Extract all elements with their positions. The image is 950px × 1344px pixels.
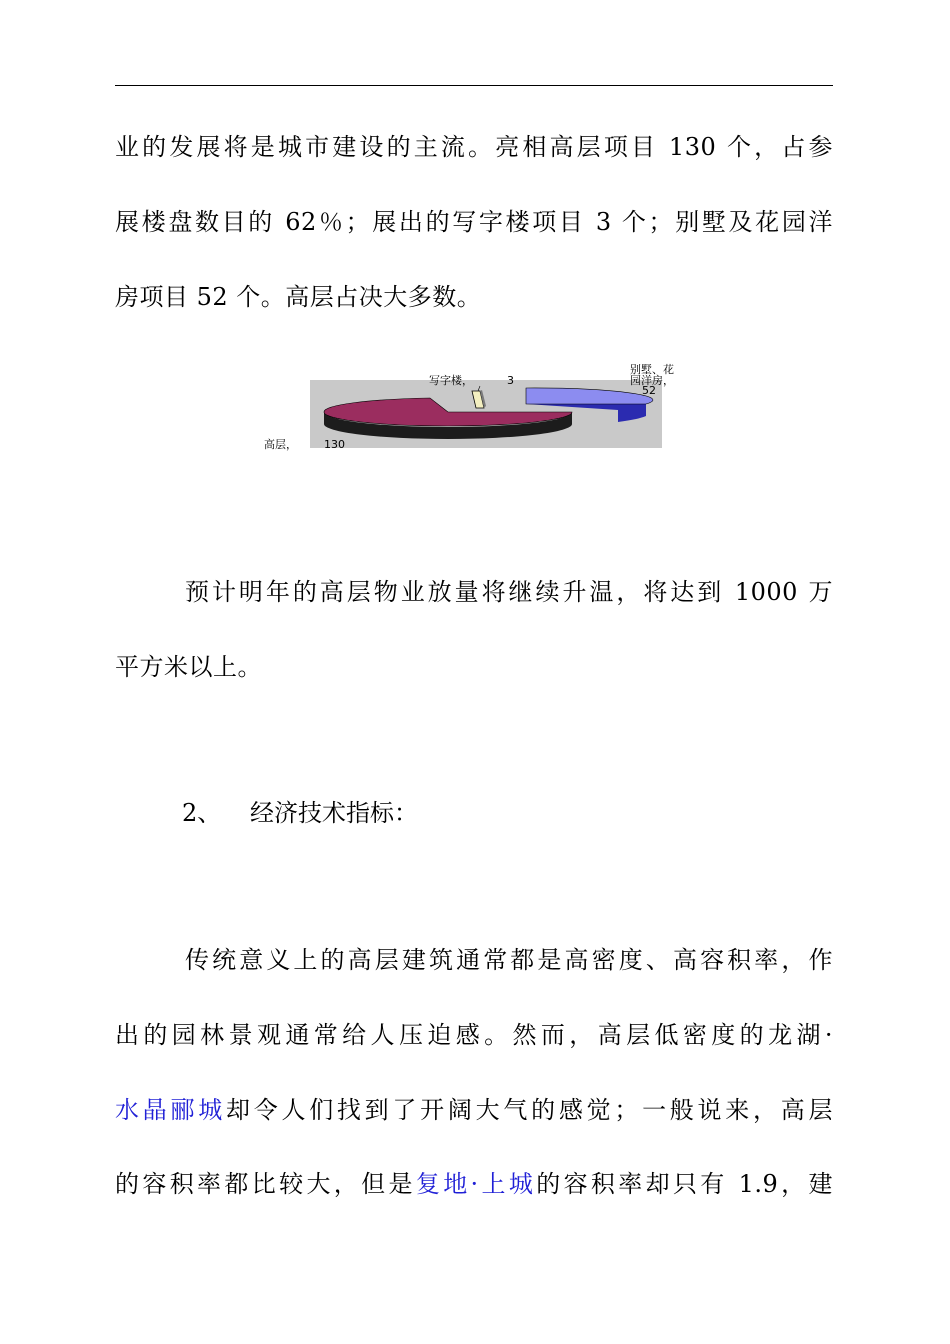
label-office-name: 写字楼， bbox=[429, 374, 473, 387]
paragraph-line: 出的园林景观通常给人压迫感。然而，高层低密度的龙湖· bbox=[115, 1021, 833, 1049]
label-high-rise-name: 高层， bbox=[264, 438, 297, 451]
paragraph-text: 却令人们找到了开阔大气的感觉；一般说来，高层 bbox=[225, 1096, 834, 1124]
section-number: 2、 bbox=[182, 799, 222, 827]
paragraph-text: 的容积率却只有 1.9，建 bbox=[536, 1170, 834, 1198]
label-villa-name-2: 园洋房， bbox=[630, 374, 674, 387]
project-link-shuijing-licheng[interactable]: 水晶郦城 bbox=[115, 1096, 226, 1124]
paragraph-line bbox=[115, 1094, 833, 1126]
section-title: 经济技术指标： bbox=[250, 799, 418, 827]
label-high-rise-value: 130 bbox=[324, 438, 345, 451]
paragraph-text: 的容积率都比较大，但是 bbox=[115, 1170, 416, 1198]
paragraph-line: 展楼盘数目的 62％；展出的写字楼项目 3 个；别墅及花园洋 bbox=[115, 208, 833, 236]
paragraph-line: 房项目 52 个。高层占决大多数。 bbox=[115, 283, 482, 311]
label-villa-value: 52 bbox=[642, 384, 656, 397]
label-office-value: 3 bbox=[507, 374, 514, 387]
pie-chart-svg bbox=[258, 360, 708, 450]
paragraph-line: 预计明年的高层物业放量将继续升温，将达到 1000 万 bbox=[185, 578, 833, 606]
leader-line-office bbox=[478, 386, 480, 391]
label-villa-name-1: 别墅、花 bbox=[630, 363, 674, 376]
paragraph-line: 业的发展将是城市建设的主流。亮相高层项目 130 个，占参 bbox=[115, 133, 833, 161]
project-link-fudi-shangcheng[interactable]: 复地·上城 bbox=[415, 1170, 537, 1198]
pie-slice-villa bbox=[526, 388, 653, 404]
section-heading bbox=[182, 797, 418, 829]
paragraph-line: 平方米以上。 bbox=[115, 653, 262, 681]
header-rule bbox=[115, 85, 833, 86]
paragraph-line bbox=[115, 1168, 833, 1200]
paragraph-line: 传统意义上的高层建筑通常都是高密度、高容积率，作 bbox=[185, 946, 833, 974]
pie-chart bbox=[258, 360, 708, 450]
